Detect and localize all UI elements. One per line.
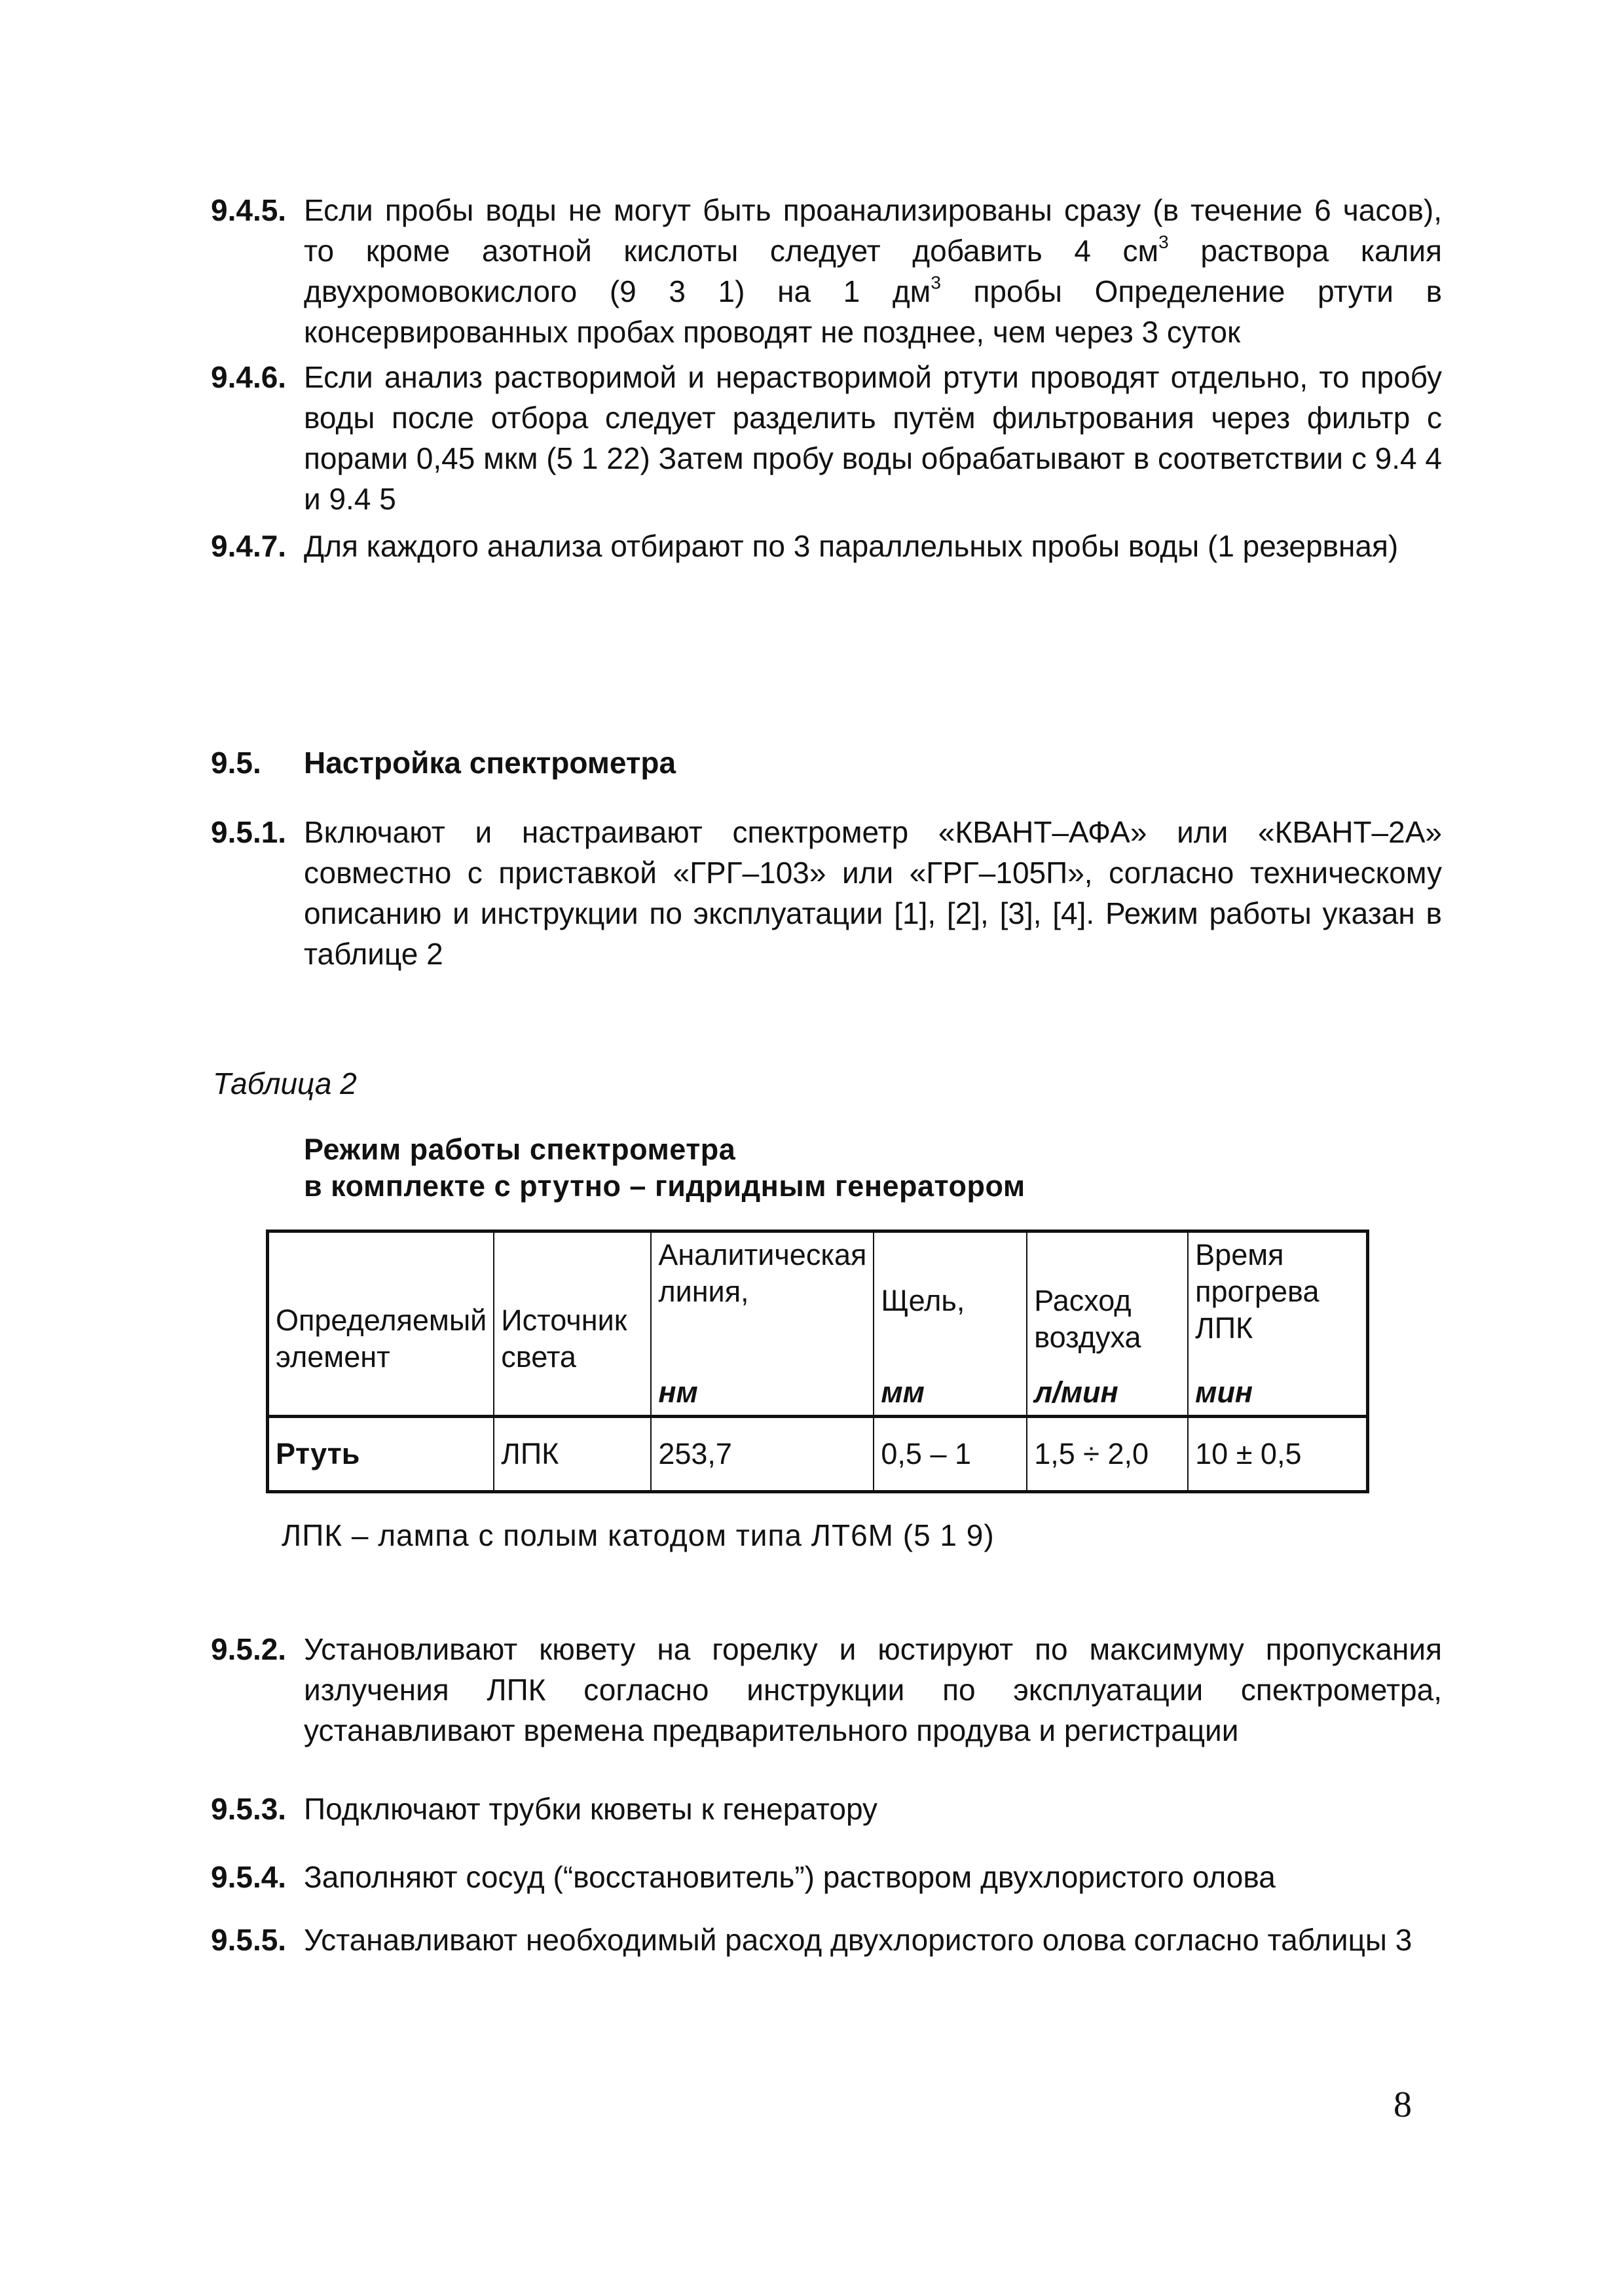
table-cell: ЛПК [494, 1417, 651, 1492]
superscript: 3 [931, 272, 941, 293]
paragraph-9-5-1 [211, 812, 1442, 974]
unit-label: л/мин [1034, 1376, 1118, 1409]
unit-label: мин [1195, 1376, 1253, 1409]
table-cell: 1,5 ÷ 2,0 [1027, 1417, 1188, 1492]
header-cell: Время прогрева ЛПК мин [1188, 1231, 1367, 1417]
table-header-row [268, 1231, 1368, 1417]
paragraph-number: 9.5.1. [211, 815, 287, 849]
table-note: ЛПК – лампа с полым катодом типа ЛТ6М (5 1 9) [282, 1518, 995, 1552]
paragraph-9-4-5 [211, 190, 1442, 352]
paragraph-9-5-5 [211, 1920, 1442, 1960]
header-cell: Источник света [494, 1231, 651, 1417]
unit-label: мм [881, 1376, 925, 1409]
table-cell: 253,7 [651, 1417, 874, 1492]
paragraph-9-5-3 [211, 1789, 1442, 1829]
section-heading [211, 745, 676, 780]
paragraph-number: 9.4.5. [211, 193, 287, 227]
header-cell: Щель, мм [874, 1231, 1027, 1417]
spectrometer-mode-table [266, 1230, 1369, 1493]
paragraph-text: Устанавливают необходимый расход двухлористого олова согласно таблицы 3 [304, 1923, 1412, 1957]
paragraph-9-5-2 [211, 1629, 1442, 1751]
section-title: Настройка спектрометра [304, 746, 676, 780]
paragraph-text: Если анализ растворимой и нерастворимой ртути проводят отдельно, то пробу воды после отбора следует разделить путём фильтрования через фильтр с порами 0,45 мкм (5 1 22) Затем пробу воды обрабатывают в соответствии с 9.4 4 и 9.4 5 [304, 360, 1442, 516]
paragraph-9-4-6 [211, 357, 1442, 519]
paragraph-number: 9.5.5. [211, 1923, 287, 1957]
paragraph-text: Подключают трубки кюветы к генератору [304, 1792, 878, 1826]
paragraph-text: Включают и настраивают спектрометр «КВАНТ–АФА» или «КВАНТ–2А» совместно с приставкой «ГРГ–103» или «ГРГ–105П», согласно техническому описанию и инструкции по эксплуатации [1], [2], [3], [4]. Режим работы указан в таблице 2 [304, 815, 1442, 971]
table-cell: 10 ± 0,5 [1188, 1417, 1367, 1492]
section-number: 9.5. [211, 746, 261, 780]
table-label: Таблица 2 [213, 1066, 357, 1101]
paragraph-9-4-7 [211, 526, 1442, 566]
paragraph-number: 9.5.2. [211, 1632, 287, 1666]
unit-label: нм [658, 1376, 698, 1409]
header-cell: Определяемый элемент [268, 1231, 494, 1417]
table-caption: Режим работы спектрометра в комплекте с ртутно – гидридным генератором [304, 1133, 1025, 1203]
paragraph-number: 9.4.7. [211, 529, 287, 563]
paragraph-9-5-4 [211, 1857, 1442, 1897]
paragraph-text: Заполняют сосуд (“восстановитель”) раствором двухлористого олова [304, 1860, 1276, 1894]
paragraph-text: Если пробы воды не могут быть проанализированы сразу (в течение 6 часов), то кроме азотной кислоты следует добавить 4 $см^3$ раствора калия двухромовокислого (9 3 1) на 1 $дм^3$ пробы Определение ртути в консервированных пробах проводят не позднее, чем через 3 суток [304, 193, 1443, 349]
table-cell: 0,5 – 1 [874, 1417, 1027, 1492]
paragraph-number: 9.4.6. [211, 360, 287, 394]
page-number: 8 [1393, 2085, 1412, 2125]
paragraph-text: Установливают кювету на горелку и юстируют по максимуму пропускания излучения ЛПК согласно инструкции по эксплуатации спектрометра, устанавливают времена предварительного продува и регистрации [304, 1632, 1442, 1747]
paragraph-text: Для каждого анализа отбирают по 3 параллельных пробы воды (1 резервная) [304, 529, 1399, 563]
table-row [268, 1417, 1368, 1492]
paragraph-number: 9.5.4. [211, 1860, 287, 1894]
table-cell: Ртуть [268, 1417, 494, 1492]
superscript: 3 [1158, 232, 1169, 252]
paragraph-number: 9.5.3. [211, 1792, 287, 1826]
header-cell: Аналитическая линия, нм [651, 1231, 874, 1417]
header-cell: Расход воздуха л/мин [1027, 1231, 1188, 1417]
